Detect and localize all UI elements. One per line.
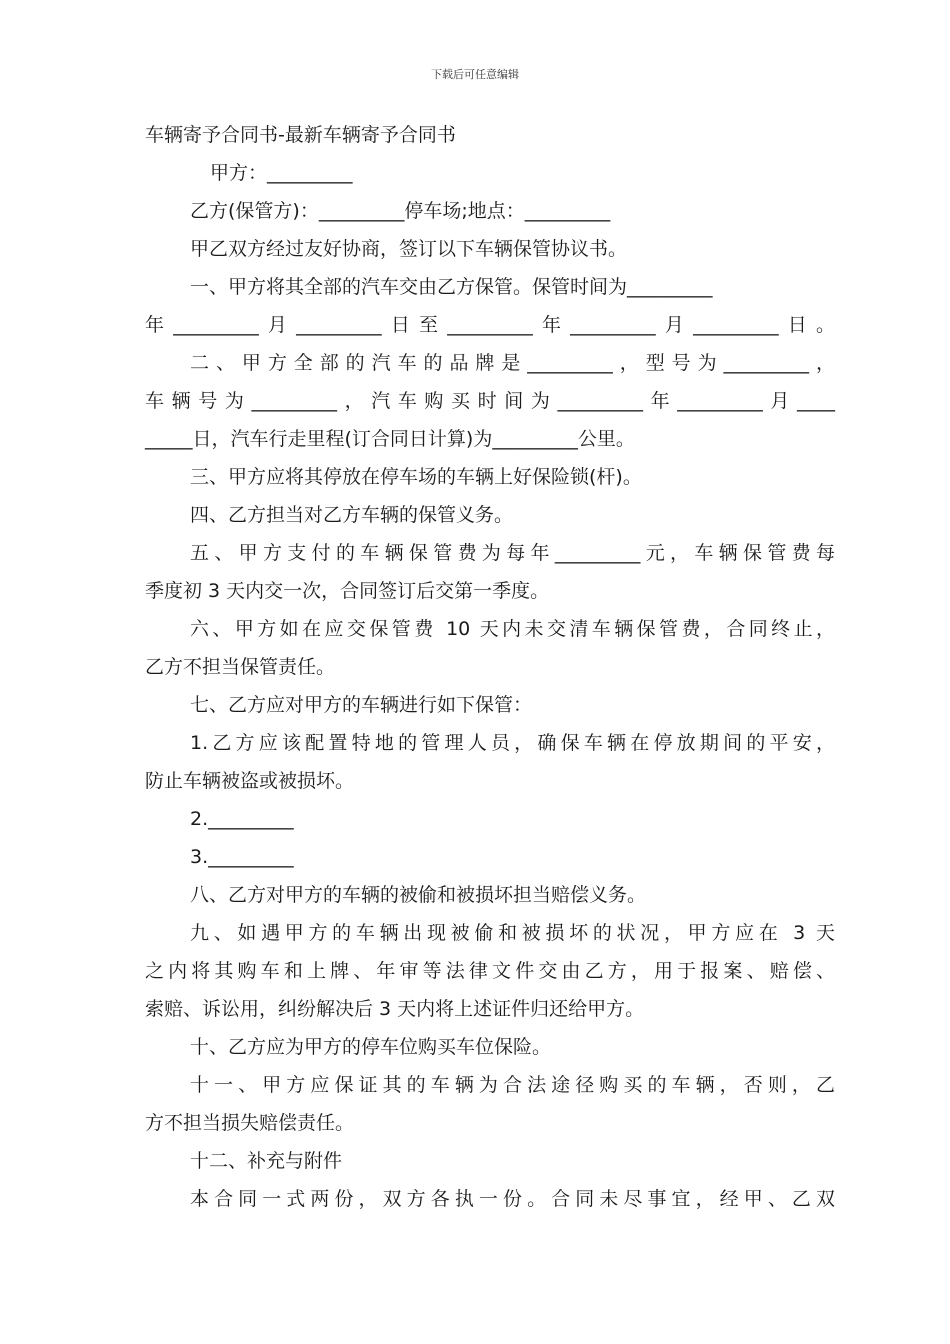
document-line: 索赔、诉讼用，纠纷解决后 3 天内将上述证件归还给甲方。 bbox=[145, 998, 645, 1020]
document-line: 三、甲方应将其停放在停车场的车辆上好保险锁(杆)。 bbox=[190, 466, 642, 488]
document-line: 防止车辆被盗或被损坏。 bbox=[145, 770, 355, 792]
document-line: 一、甲方将其全部的汽车交由乙方保管。保管时间为_________ bbox=[190, 276, 713, 298]
document-line: 八、乙方对甲方的车辆的被偷和被损坏担当赔偿义务。 bbox=[190, 884, 647, 906]
document-line: 五、甲方支付的车辆保管费为每年_________元，车辆保管费每 bbox=[190, 542, 835, 564]
document-body bbox=[145, 154, 835, 1218]
document-line: 1.乙方应该配置特地的管理人员，确保车辆在停放期间的平安， bbox=[190, 732, 835, 754]
document-line: 年_________月_________日至_________年_________月_________日。 bbox=[145, 314, 835, 336]
document-line: _____日，汽车行走里程(订合同日计算)为_________公里。 bbox=[145, 428, 635, 450]
document-line: 乙方不担当保管责任。 bbox=[145, 656, 336, 678]
page-header-note: 下载后可任意编辑 bbox=[431, 68, 519, 81]
document-line: 本合同一式两份，双方各执一份。合同未尽事宜，经甲、乙双 bbox=[190, 1188, 835, 1210]
document-line: 九、如遇甲方的车辆出现被偷和被损坏的状况，甲方应在 3 天 bbox=[190, 922, 835, 944]
document-line: 车辆号为_________，汽车购买时间为_________年_________月____ bbox=[145, 390, 835, 412]
document-line: 四、乙方担当对乙方车辆的保管义务。 bbox=[190, 504, 514, 526]
document-line: 七、乙方应对甲方的车辆进行如下保管： bbox=[190, 694, 533, 716]
document-line: 乙方(保管方)：_________停车场;地点：_________ bbox=[190, 200, 611, 222]
document-line: 十二、补充与附件 bbox=[190, 1150, 343, 1172]
document-line: 十一、甲方应保证其的车辆为合法途径购买的车辆，否则，乙 bbox=[190, 1074, 835, 1096]
document-line: 方不担当损失赔偿责任。 bbox=[145, 1112, 355, 1134]
document-line: 六、甲方如在应交保管费 10 天内未交清车辆保管费，合同终止， bbox=[190, 618, 835, 640]
document-line: 2._________ bbox=[190, 808, 294, 830]
document-line: 3._________ bbox=[190, 846, 294, 868]
contract-document bbox=[145, 116, 835, 1218]
document-line: 甲乙双方经过友好协商，签订以下车辆保管协议书。 bbox=[190, 238, 628, 260]
document-line: 二、甲方全部的汽车的品牌是_________，型号为_________， bbox=[190, 352, 835, 374]
document-line: 之内将其购车和上牌、年审等法律文件交由乙方，用于报案、赔偿、 bbox=[145, 960, 835, 982]
document-line: 季度初 3 天内交一次，合同签订后交第一季度。 bbox=[145, 580, 550, 602]
document-line: 十、乙方应为甲方的停车位购买车位保险。 bbox=[190, 1036, 552, 1058]
document-title: 车辆寄予合同书-最新车辆寄予合同书 bbox=[145, 124, 456, 146]
document-line: 甲方：_________ bbox=[210, 162, 353, 184]
